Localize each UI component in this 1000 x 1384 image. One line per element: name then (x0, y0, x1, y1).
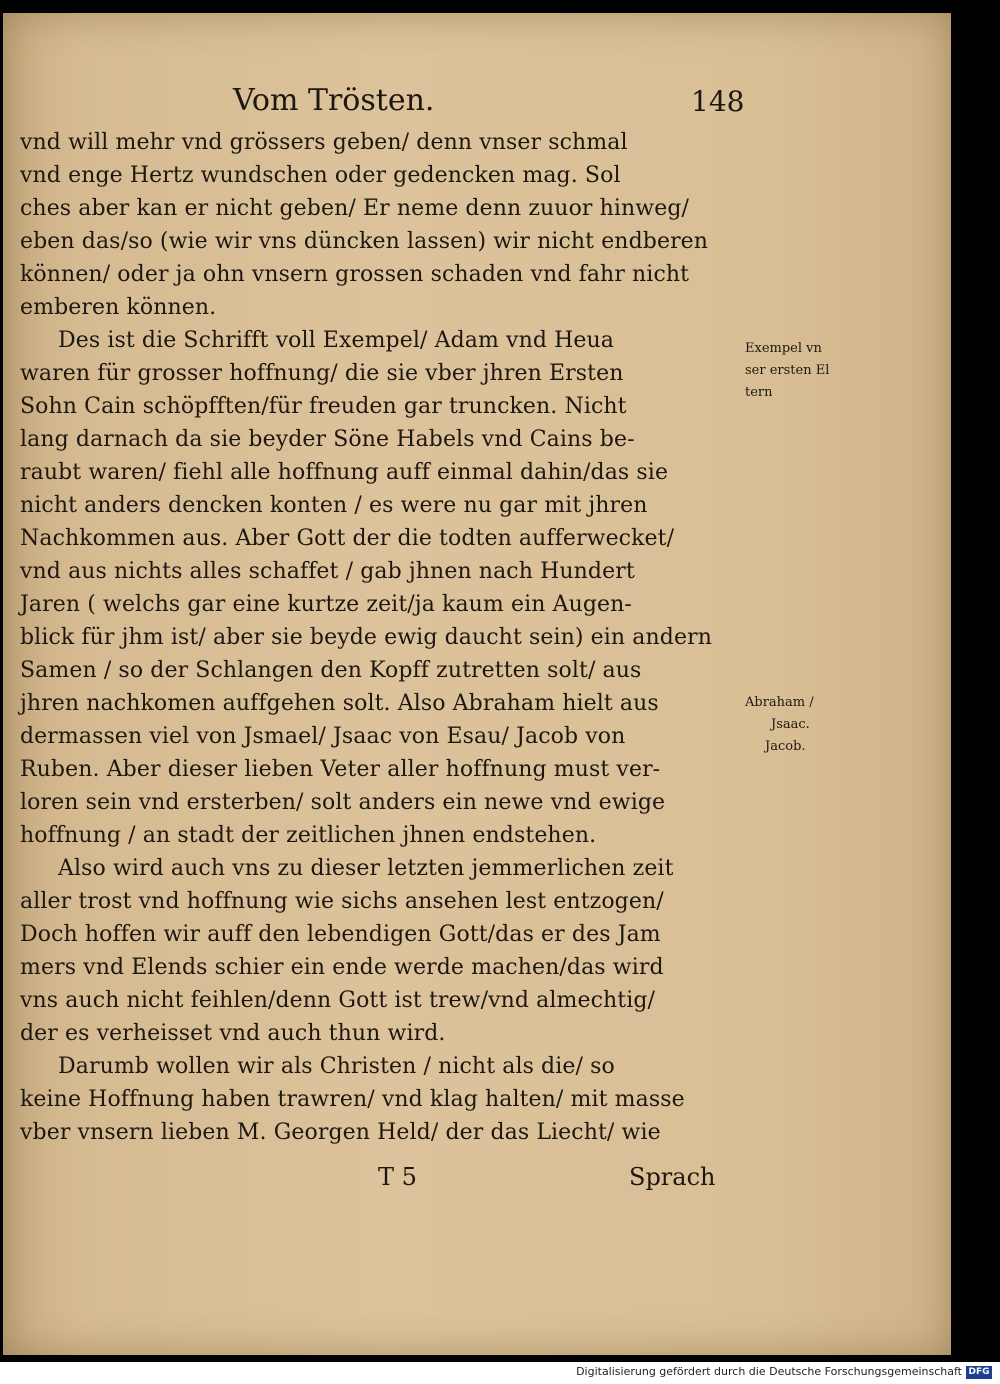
dfg-logo: DFG (966, 1366, 992, 1379)
book-page (3, 13, 951, 1355)
text-line: jhren nachkomen auffgehen solt. Also Abraham hielt aus (20, 691, 659, 716)
running-title: Vom Trösten. (233, 83, 435, 118)
signature-mark: T 5 (378, 1163, 417, 1191)
margin-note-line: Jacob. (765, 739, 806, 754)
funding-credit: Digitalisierung gefördert durch die Deutsche Forschungsgemeinschaft (576, 1365, 962, 1378)
text-line: vns auch nicht feihlen/denn Gott ist trew/vnd almechtig/ (20, 988, 656, 1013)
margin-note-line: Exempel vn (745, 341, 822, 356)
text-line: Samen / so der Schlangen den Kopff zutretten solt/ aus (20, 658, 642, 683)
text-line: Des ist die Schrifft voll Exempel/ Adam vnd Heua (58, 328, 615, 353)
text-line: können/ oder ja ohn vnsern grossen schaden vnd fahr nicht (20, 262, 690, 287)
text-line: waren für grosser hoffnung/ die sie vber jhren Ersten (20, 361, 624, 386)
catchword: Sprach (629, 1163, 716, 1191)
text-line: Also wird auch vns zu dieser letzten jemmerlichen zeit (58, 856, 674, 881)
text-line: Jaren ( welchs gar eine kurtze zeit/ja kaum ein Augen- (20, 592, 632, 617)
text-line: vnd will mehr vnd grössers geben/ denn vnser schmal (20, 130, 628, 155)
digitization-footer (0, 1362, 1000, 1384)
text-line: dermassen viel von Jsmael/ Jsaac von Esau/ Jacob von (20, 724, 626, 749)
text-line: Ruben. Aber dieser lieben Veter aller hoffnung must ver- (20, 757, 661, 782)
margin-note-line: tern (745, 385, 773, 400)
text-line: Sohn Cain schöpfften/für freuden gar truncken. Nicht (20, 394, 627, 419)
page-number: 148 (691, 85, 745, 118)
text-line: keine Hoffnung haben trawren/ vnd klag halten/ mit masse (20, 1087, 685, 1112)
text-line: blick für jhm ist/ aber sie beyde ewig daucht sein) ein andern (20, 625, 712, 650)
text-line: emberen können. (20, 295, 217, 320)
text-line: vber vnsern lieben M. Georgen Held/ der das Liecht/ wie (20, 1120, 661, 1145)
text-line: raubt waren/ fiehl alle hoffnung auff einmal dahin/das sie (20, 460, 669, 485)
text-line: Nachkommen aus. Aber Gott der die todten aufferwecket/ (20, 526, 675, 551)
margin-note-line: Abraham / (745, 695, 814, 710)
text-line: Darumb wollen wir als Christen / nicht als die/ so (58, 1054, 615, 1079)
margin-note-line: ser ersten El (745, 363, 830, 378)
text-line: lang darnach da sie beyder Söne Habels vnd Cains be- (20, 427, 635, 452)
text-line: der es verheisset vnd auch thun wird. (20, 1021, 446, 1046)
text-line: ches aber kan er nicht geben/ Er neme denn zuuor hinweg/ (20, 196, 690, 221)
text-line: nicht anders dencken konten / es were nu gar mit jhren (20, 493, 648, 518)
text-line: vnd aus nichts alles schaffet / gab jhnen nach Hundert (20, 559, 635, 584)
text-line: eben das/so (wie wir vns düncken lassen) wir nicht endberen (20, 229, 709, 254)
text-line: mers vnd Elends schier ein ende werde machen/das wird (20, 955, 664, 980)
text-line: loren sein vnd ersterben/ solt anders ein newe vnd ewige (20, 790, 666, 815)
margin-note-line: Jsaac. (771, 717, 810, 732)
text-line: aller trost vnd hoffnung wie sichs ansehen lest entzogen/ (20, 889, 664, 914)
text-line: Doch hoffen wir auff den lebendigen Gott/das er des Jam (20, 922, 661, 947)
text-line: vnd enge Hertz wundschen oder gedencken mag. Sol (20, 163, 621, 188)
text-line: hoffnung / an stadt der zeitlichen jhnen endstehen. (20, 823, 597, 848)
